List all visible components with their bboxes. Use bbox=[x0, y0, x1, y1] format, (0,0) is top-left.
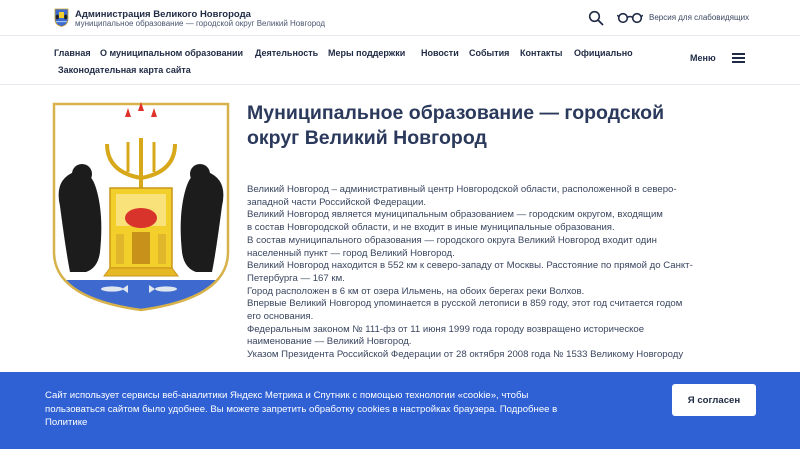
text-line: Великий Новгород – административный центр Новгородской области, расположенной в северо- bbox=[247, 184, 677, 195]
page-title-line: Муниципальное образование — городской bbox=[247, 102, 665, 124]
text-line: Великий Новгород находится в 552 км к северо-западу от Москвы. Расстояние по прямой до Санкт- bbox=[247, 260, 693, 272]
text-line: Указом Президента Российской Федерации от 28 октября 2008 года № 1533 Великому Новгороду bbox=[247, 349, 684, 361]
text-line: наименование — Великий Новгород. bbox=[247, 336, 412, 348]
low-vision-version-link[interactable]: Версия для слабовидящих bbox=[649, 13, 750, 22]
site-header bbox=[0, 0, 800, 36]
text-line: западной части Российской Федерации. bbox=[247, 196, 427, 208]
cookie-text-line: пользоваться сайтом было удобнее. Вы можете запретить обработку cookies в настройках браузера. Подробнее в bbox=[45, 403, 558, 415]
text-line: его основания. bbox=[247, 311, 314, 323]
main-nav bbox=[0, 37, 800, 85]
cookie-notice-text bbox=[45, 389, 557, 430]
city-emblem-logo[interactable] bbox=[54, 8, 69, 27]
nav-item-home[interactable]: Главная bbox=[54, 48, 91, 58]
text-line: Федеральным законом № 111-фз от 11 июня 1999 года городу возвращено историческое bbox=[247, 323, 645, 335]
page-title-line: округ Великий Новгород bbox=[247, 127, 487, 149]
nav-item-official[interactable]: Официально bbox=[574, 48, 633, 58]
text-line: В состав муниципального образования — городского округа Великий Новгород входит один bbox=[247, 234, 657, 246]
glasses-icon[interactable] bbox=[617, 11, 643, 25]
cookie-text-line: Сайт использует сервисы веб-аналитики Яндекс Метрика и Спутник с помощью технологии «cookie», чтобы bbox=[45, 390, 529, 401]
coat-of-arms-image bbox=[52, 102, 230, 312]
cookie-accept-button[interactable]: Я согласен bbox=[672, 384, 756, 416]
nav-item-support[interactable]: Меры поддержки bbox=[328, 48, 406, 58]
text-line: Впервые Великий Новгород упоминается в русской летописи в 859 году, этот год считается годом bbox=[247, 298, 683, 310]
cookie-banner bbox=[0, 372, 800, 449]
article-text bbox=[247, 184, 747, 362]
nav-item-events[interactable]: События bbox=[469, 48, 510, 58]
text-line: Великий Новгород является муниципальным образованием — городским округом, входящим bbox=[247, 209, 663, 221]
menu-label[interactable]: Меню bbox=[690, 53, 716, 63]
hamburger-icon[interactable] bbox=[732, 53, 745, 63]
site-subtitle: муниципальное образование — городской округ Великий Новгород bbox=[75, 19, 326, 28]
text-line: Петербурга — 167 км. bbox=[247, 272, 345, 284]
nav-item-about[interactable]: О муниципальном образовании bbox=[100, 48, 244, 58]
text-line: в состав Новгородской области, и не входит в иные муниципальные образования. bbox=[247, 222, 615, 234]
text-line: Город расположен в 6 км от озера Ильмень, на обоих берегах реки Волхов. bbox=[247, 285, 585, 297]
text-line: населенный пункт — город Великий Новгород. bbox=[247, 247, 455, 259]
page-title bbox=[247, 101, 747, 151]
nav-item-news[interactable]: Новости bbox=[421, 48, 459, 58]
cookie-policy-link[interactable]: Политике bbox=[45, 417, 88, 429]
search-icon[interactable] bbox=[588, 10, 604, 26]
nav-item-contacts[interactable]: Контакты bbox=[520, 48, 563, 58]
nav-item-legislative-map[interactable]: Законодательная карта сайта bbox=[58, 65, 191, 75]
site-title[interactable]: Администрация Великого Новгорода bbox=[75, 9, 251, 20]
nav-item-activity[interactable]: Деятельность bbox=[255, 48, 319, 58]
